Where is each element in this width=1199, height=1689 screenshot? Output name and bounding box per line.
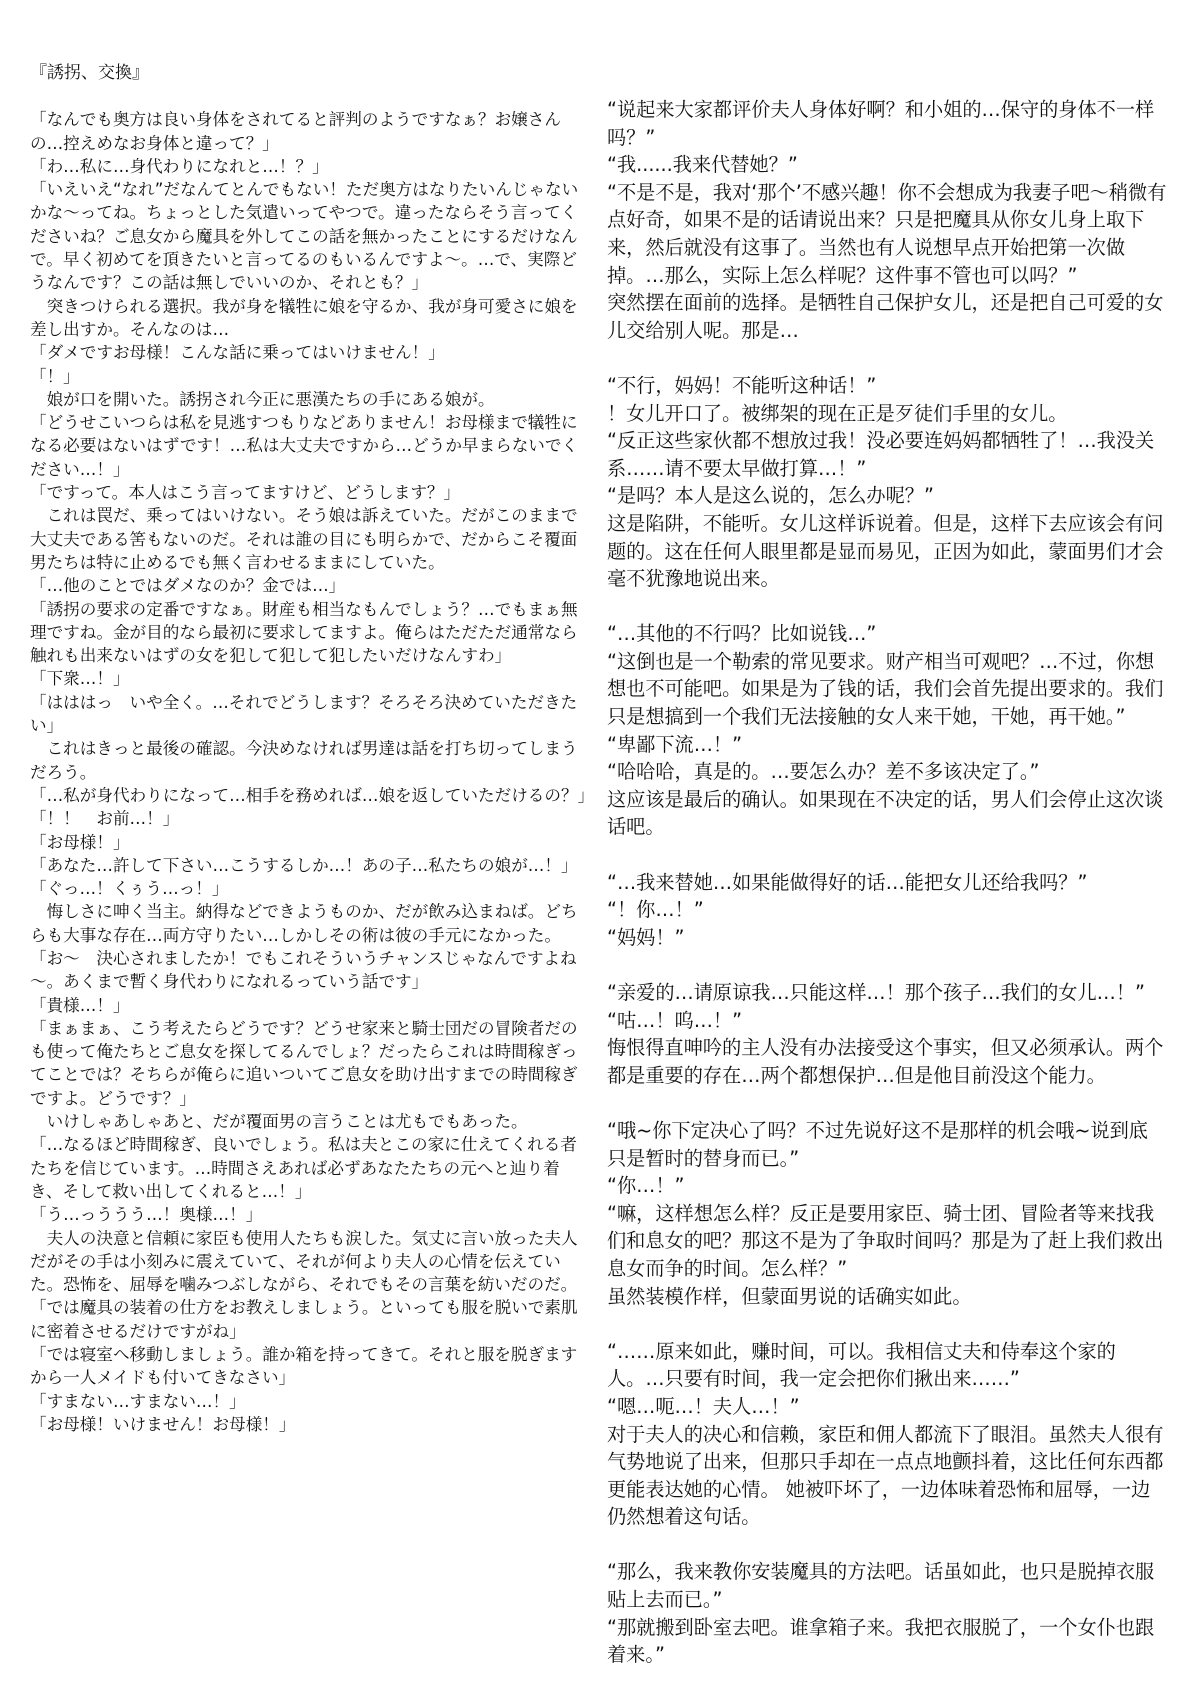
japanese-paragraph: 「はははっ いや全く。…それでどうします？そろそろ決めていただきたい」 (30, 692, 578, 736)
chinese-paragraph: “亲爱的…请原谅我…只能这样…！那个孩子…我们的女儿…！” (607, 981, 1145, 1004)
japanese-text-column (30, 62, 595, 1436)
japanese-paragraph: 「下衆…！」 (30, 669, 130, 689)
japanese-paragraph: 「う…っううう…！奥様…！」 (30, 1205, 263, 1225)
chinese-paragraph: 悔恨得直呻吟的主人没有办法接受这个事实，但又必须承认。两个都是重要的存在…两个都想保护…但是他目前没这个能力。 (607, 1036, 1164, 1087)
chinese-spacer (607, 951, 1167, 979)
chinese-paragraph: “不是不是，我对‘那个’不感兴趣！你不会想成为我妻子吧～稍微有点好奇，如果不是的话请说出来？只是把魔具从你女儿身上取下来，然后就没有这事了。当然也有人说想早点开始把第一次做掉。…那么，实际上怎么样呢？这件事不管也可以吗？” (607, 180, 1167, 287)
japanese-paragraph: 「…他のことではダメなのか？金では…」 (30, 576, 346, 596)
chinese-paragraph: “嘛，这样想怎么样？反正是要用家臣、骑士团、冒险者等来找我们和息女的吧？那这不是为了争取时间吗？那是为了赶上我们救出息女而争的时间。怎么样？” (607, 1201, 1164, 1280)
chinese-paragraph: “不行，妈妈！不能听这种话！” (607, 373, 877, 397)
japanese-paragraph: 「お～ 決心されましたか！でもこれそういうチャンスじゃなんですよね～。あくまで暫く身代わりになれるっていう話です」 (30, 948, 577, 992)
chinese-paragraph: “……原来如此，赚时间，可以。我相信丈夫和侍奉这个家的人。…只要有时间，我一定会把你们揪出来……” (607, 1339, 1116, 1391)
chinese-paragraph: “我......我来代替她？” (607, 153, 798, 177)
chinese-translation-column (607, 96, 1167, 1669)
chinese-spacer (607, 841, 1167, 869)
japanese-paragraph: 「すまない…すまない…！」 (30, 1391, 246, 1411)
chinese-paragraph: “卑鄙下流…！” (607, 732, 743, 756)
chinese-paragraph: ！女儿开口了。被绑架的现在正是歹徒们手里的女儿。 (607, 401, 1068, 425)
chinese-spacer (607, 1089, 1167, 1117)
japanese-paragraph: 「！」 (30, 366, 80, 386)
japanese-paragraph: 「ダメですお母様！こんな話に乗ってはいけません！」 (30, 343, 445, 363)
chinese-paragraph: “这倒也是一个勒索的常见要求。财产相当可观吧？…不过，你想想也不可能吧。如果是为了钱的话，我们会首先提出要求的。我们只是想搞到一个我们无法接触的女人来干她，干她，再干她。” (607, 649, 1164, 729)
japanese-paragraph: これは罠だ、乗ってはいけない。そう娘は訴えていた。だがこのままで大丈夫である筈もないのだ。それは誰の目にも明らかで、だからこそ覆面男たちは特に止めるでも無く言わせるままにしていた。 (30, 506, 578, 572)
chinese-paragraph: “…其他的不行吗？比如说钱…” (607, 622, 877, 646)
japanese-paragraph: 「ぐっ…！くぅう…っ！」 (30, 879, 229, 899)
japanese-paragraph: 「ですって。本人はこう言ってますけど、どうします？」 (30, 483, 461, 503)
japanese-paragraph: 「あなた…許して下さい…こうするしか…！あの子…私たちの娘が…！」 (30, 855, 578, 875)
chinese-paragraph: “嗯…呃…！夫人…！” (607, 1394, 800, 1418)
chinese-spacer (607, 1310, 1167, 1338)
japanese-paragraph: これはきっと最後の確認。今決めなければ男達は話を打ち切ってしまうだろう。 (30, 739, 578, 782)
japanese-paragraph: 「いえいえ“なれ”だなんてとんでもない！ただ奥方はなりたいんじゃないかな～ってね。ちょっとした気遣いってやつで。違ったならそう言ってくださいね？ご息女から魔具を外してこの話を無かったことにするだけなんで。早く初めてを頂きたいと言ってるのもいるんですよ～。…で、実際どうなんです？この話は無しでいいのか、それとも？」 (30, 180, 579, 293)
chinese-paragraph: “…我来替她…如果能做得好的话…能把女儿还给我吗？” (607, 870, 1088, 894)
japanese-paragraph: 「！！ お前…！」 (30, 809, 180, 829)
japanese-paragraph: 「わ…私に…身代わりになれと…！？」 (30, 156, 329, 176)
chinese-paragraph: 这是陷阱，不能听。女儿这样诉说着。但是，这样下去应该会有问题的。这在任何人眼里都是显而易见，正因为如此，蒙面男们才会毫不犹豫地说出来。 (607, 511, 1164, 591)
chinese-spacer (607, 1531, 1167, 1559)
chinese-paragraph: 突然摆在面前的选择。是牺牲自己保护女儿，还是把自己可爱的女儿交给别人呢。那是… (607, 291, 1164, 342)
japanese-paragraph: いけしゃあしゃあと、だが覆面男の言うことは尤もでもあった。 (30, 1112, 528, 1132)
chinese-paragraph: “哦~你下定决心了吗？不过先说好这不是那样的机会哦~说到底只是暂时的替身而已。” (607, 1118, 1148, 1170)
japanese-paragraph: 「お母様！いけません！お母様！」 (30, 1414, 296, 1434)
chinese-paragraph: “妈妈！” (607, 925, 685, 949)
chinese-paragraph: 对于夫人的决心和信赖，家臣和佣人都流下了眼泪。虽然夫人很有气势地说了出来，但那只手却在一点点地颤抖着，这比任何东西都更能表达她的心情。 她被吓坏了，一边体味着恐怖和屈辱，一边仍然想着这句话。 (607, 1422, 1164, 1529)
japanese-paragraph: 「まぁまぁ、こう考えたらどうです？どうせ家来と騎士団だの冒険者だのも使って俺たちとご息女を探してるんでしょ？だったらこれは時間稼ぎってことでは？そちらが俺らに追いついてご息女を助け出すまでの時間稼ぎですよ。どうです？」 (30, 1018, 578, 1108)
japanese-paragraph: 娘が口を開いた。誘拐され今正に悪漢たちの手にある娘が。 (30, 389, 495, 409)
chinese-paragraph: “那么，我来教你安装魔具的方法吧。话虽如此，也只是脱掉衣服贴上去而已。” (607, 1560, 1155, 1612)
chinese-spacer (607, 344, 1167, 372)
chinese-paragraph: 这应该是最后的确认。如果现在不决定的话，男人们会停止这次谈话吧。 (607, 787, 1164, 839)
japanese-paragraph: 「では魔具の装着の仕方をお教えしましょう。といっても服を脱いで素肌に密着させるだけですがね」 (30, 1298, 578, 1341)
japanese-paragraph: 夫人の決意と信頼に家臣も使用人たちも涙した。気丈に言い放った夫人だがその手は小刻みに震えていて、それが何より夫人の心情を伝えていた。恐怖を、屈辱を噛みつぶしながら、それでもその言葉を紡いだのだ。 (30, 1228, 578, 1295)
chinese-paragraph: “说起来大家都评价夫人身体好啊？和小姐的…保守的身体不一样吗？” (607, 98, 1155, 149)
japanese-paragraph: 「どうせこいつらは私を見逃すつもりなどありません！お母様まで犠牲になる必要はないはずです！…私は大丈夫ですから…どうか早まらないでください…！」 (30, 413, 579, 479)
chinese-paragraph: “反正这些家伙都不想放过我！没必要连妈妈都牺牲了！…我没关系……请不要太早做打算…！” (607, 429, 1155, 480)
chinese-spacer (607, 593, 1167, 621)
japanese-paragraph: 「なんでも奥方は良い身体をされてると評判のようですなぁ？お嬢さんの…控えめなお身体と違って？」 (30, 110, 561, 153)
japanese-paragraph: 悔しさに呻く当主。納得などできようものか、だが飲み込まねば。どちらも大事な存在…両方守りたい…しかしその術は彼の手元になかった。 (30, 902, 578, 945)
chinese-paragraph: “你…！” (607, 1174, 685, 1198)
chinese-paragraph: “那就搬到卧室去吧。谁拿箱子来。我把衣服脱了，一个女仆也跟着来。” (607, 1615, 1155, 1667)
japanese-paragraph: 突きつけられる選択。我が身を犠牲に娘を守るか、我が身可愛さに娘を差し出すか。そんなのは… (30, 296, 578, 339)
japanese-paragraph: 「…私が身代わりになって…相手を務めれば…娘を返していただけるの？」 (30, 785, 595, 805)
story-title: 『誘拐、交換』 (30, 63, 149, 83)
japanese-paragraph: 「貴様…！」 (30, 995, 130, 1015)
japanese-paragraph: 「誘拐の要求の定番ですなぁ。財産も相当なもんでしょう？…でもまぁ無理ですね。金が目的なら最初に要求してますよ。俺らはただただ通常なら触れも出来ないはずの女を犯して犯して犯したいだけなんすわ」 (30, 599, 578, 666)
chinese-paragraph: “！你…！” (607, 898, 704, 922)
japanese-paragraph: 「お母様！」 (30, 832, 130, 852)
japanese-paragraph: 「…なるほど時間稼ぎ、良いでしょう。私は夫とこの家に仕えてくれる者たちを信じています。…時間さえあれば必ずあなたたちの元へと辿り着き、そして救い出してくれると…！」 (30, 1135, 577, 1201)
chinese-paragraph: 虽然装模作样，但蒙面男说的话确实如此。 (607, 1284, 972, 1308)
japanese-paragraph: 「では寝室へ移動しましょう。誰か箱を持ってきて。それと服を脱ぎますから一人メイドも付いてきなさい」 (30, 1345, 578, 1388)
chinese-paragraph: “哈哈哈，真是的。…要怎么办？差不多该决定了。” (607, 760, 1040, 784)
chinese-paragraph: “咕…！呜…！” (607, 1008, 743, 1032)
chinese-paragraph: “是吗？本人是这么说的，怎么办呢？” (607, 484, 934, 508)
